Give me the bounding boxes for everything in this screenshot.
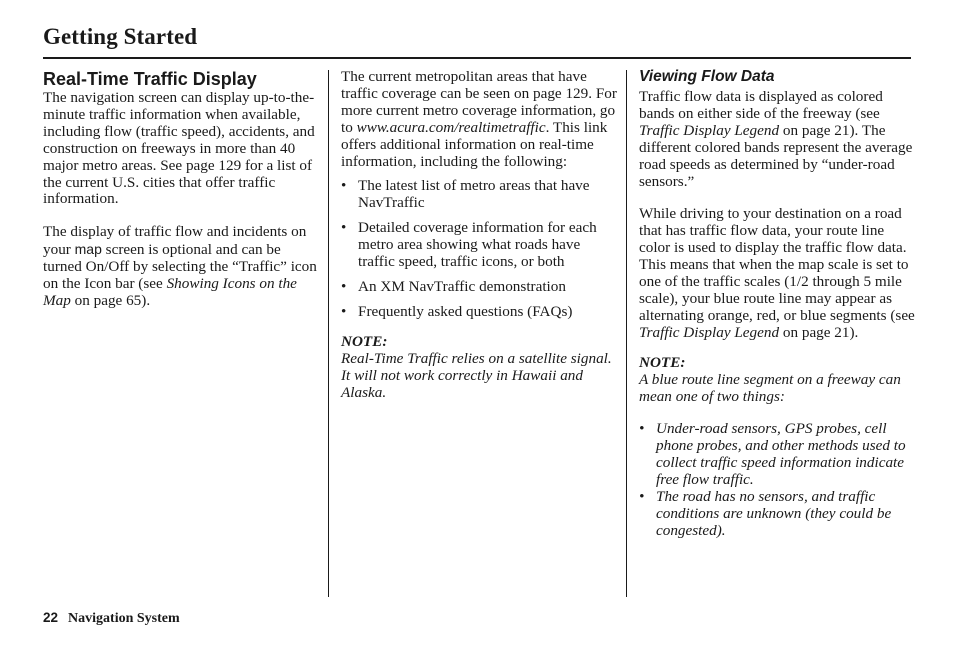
column-right [639, 68, 915, 540]
text: screen is optional and can be turned On/Off by selecting the “Traffic” icon on the Icon bar (see [43, 241, 317, 293]
note-text: Real-Time Traffic relies on a satellite signal. It will not work correctly in Hawaii and Alaska. [341, 349, 612, 401]
text: on page 65). [70, 291, 151, 309]
column-divider [626, 70, 627, 597]
manual-name: Navigation System [68, 611, 180, 626]
column-divider [328, 70, 329, 597]
map-keyword: map [74, 241, 102, 258]
text: The display of traffic flow and incidents on your [43, 223, 307, 259]
section-heading: Real-Time Traffic Display [43, 69, 257, 89]
column-left [43, 68, 319, 310]
text: The current metropolitan areas that have traffic coverage can be seen on page 129. For more current metro coverage information, go to [341, 68, 617, 136]
text: on page 21). The different colored bands represent the average road speeds as determined by “under-road sensors.” [639, 121, 913, 190]
list-item: • An XM NavTraffic demonstration [341, 279, 619, 296]
page-footer [43, 610, 180, 627]
text: Traffic flow data is displayed as colored bands on either side of the freeway (see [639, 88, 883, 122]
list-item: • The road has no sensors, and traffic conditions are unknown (they could be congested). [639, 489, 915, 540]
cross-reference: Showing Icons on the Map [43, 275, 297, 309]
paragraph [341, 69, 619, 170]
note-label: NOTE: [341, 332, 388, 350]
list-item: • Frequently asked questions (FAQs) [341, 304, 619, 321]
text: . This link offers additional information on real-time information, including the following: [341, 118, 608, 170]
note-label: NOTE: [639, 353, 686, 371]
paragraph [639, 89, 915, 190]
page-title: Getting Started [43, 24, 198, 49]
cross-reference: Traffic Display Legend [639, 323, 780, 341]
text: on page 21). [779, 323, 859, 341]
header-rule [43, 57, 911, 59]
list-item: • Under-road sensors, GPS probes, cell phone probes, and other methods used to collect traffic speed information indicate free flow traffic. [639, 421, 915, 489]
paragraph [639, 206, 915, 341]
url-link: www.acura.com/realtimetraffic [356, 118, 546, 136]
note-bullet-list [639, 421, 915, 539]
cross-reference: Traffic Display Legend [639, 121, 780, 139]
list-item: • Detailed coverage information for each metro area showing what roads have traffic speed, traffic icons, or both [341, 220, 619, 271]
subsection-heading: Viewing Flow Data [639, 68, 775, 85]
bullet-list [341, 178, 619, 320]
paragraph [43, 224, 319, 310]
paragraph: The navigation screen can display up-to-the-minute traffic information when available, including flow (traffic speed), accidents, and construction on freeways in more than 40 major metro areas. See page 129 for a list of the current U.S. cities that offer traffic information. [43, 89, 315, 208]
page-number: 22 [43, 610, 59, 625]
column-middle [341, 69, 619, 401]
text: While driving to your destination on a road that has traffic flow data, your route line color is used to display the traffic flow data. This means that when the map scale is set to one of the traffic scales (1/2 through 5 mile scale), your blue route line may appear as alternating orange, red, or blue segments (see [639, 205, 915, 324]
note-text: A blue route line segment on a freeway can mean one of two things: [639, 370, 901, 405]
list-item: • The latest list of metro areas that have NavTraffic [341, 178, 619, 212]
